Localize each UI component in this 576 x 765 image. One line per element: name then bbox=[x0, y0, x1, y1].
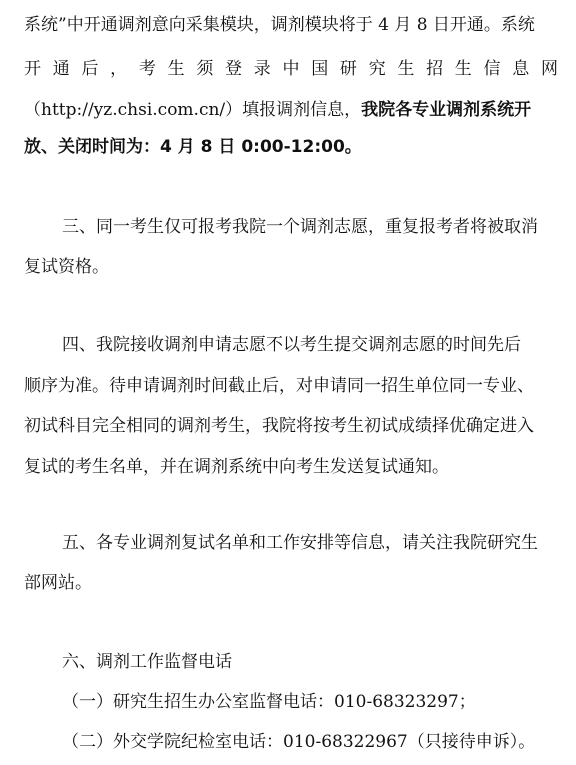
justified-char: ， bbox=[110, 59, 128, 79]
justified-char: 生 bbox=[454, 59, 472, 79]
text-line bbox=[24, 99, 558, 121]
paragraph-4-line-4: 复试的考生名单，并在调剂系统中向考生发送复试通知。 bbox=[24, 457, 449, 477]
paragraph-4-line-2: 顺序为准。待申请调剂时间截止后，对申请同一招生单位同一专业、 bbox=[24, 376, 534, 396]
justified-char: 研 bbox=[339, 59, 357, 79]
paragraph-3-line-2: 复试资格。 bbox=[24, 257, 109, 277]
text-line-justified bbox=[24, 58, 558, 80]
justified-char: 开 bbox=[24, 59, 41, 79]
justified-char: 生 bbox=[397, 59, 415, 79]
justified-char: 通 bbox=[52, 59, 70, 79]
justified-char: 究 bbox=[368, 59, 386, 79]
phone-item-1: （一）研究生招生办公室监督电话：010-68323297； bbox=[62, 692, 476, 712]
section-heading: 六、调剂工作监督电话 bbox=[62, 652, 232, 672]
justified-char: 生 bbox=[167, 59, 185, 79]
justified-char: 中 bbox=[282, 59, 300, 79]
justified-char: 后 bbox=[81, 59, 99, 79]
justified-char: 登 bbox=[225, 59, 243, 79]
justified-char: 须 bbox=[196, 59, 214, 79]
phone-item-2: （二）外交学院纪检室电话：010-68322967（只接待申诉）。 bbox=[62, 732, 536, 752]
justified-char: 国 bbox=[311, 59, 329, 79]
justified-char: 网 bbox=[540, 59, 558, 79]
paragraph-3-line-1: 三、同一考生仅可报考我院一个调剂志愿，重复报考者将被取消 bbox=[62, 217, 538, 237]
justified-char: 息 bbox=[512, 59, 530, 79]
url-text: （http://yz.chsi.com.cn/）填报调剂信息， bbox=[24, 100, 362, 120]
paragraph-5-line-2: 部网站。 bbox=[24, 573, 92, 593]
paragraph-4-line-3: 初试科目完全相同的调剂考生，我院将按考生初试成绩择优确定进入 bbox=[24, 416, 534, 436]
justified-char: 招 bbox=[426, 59, 444, 79]
paragraph-5-line-1: 五、各专业调剂复试名单和工作安排等信息，请关注我院研究生 bbox=[62, 533, 538, 553]
bold-notice-text: 放、关闭时间为：4 月 8 日 0:00-12:00。 bbox=[24, 137, 362, 157]
justified-char: 考 bbox=[138, 59, 156, 79]
text-line: 系统”中开通调剂意向采集模块，调剂模块将于 4 月 8 日开通。系统 bbox=[24, 15, 535, 35]
justified-char: 信 bbox=[483, 59, 501, 79]
paragraph-4-line-1: 四、我院接收调剂申请志愿不以考生提交调剂志愿的时间先后 bbox=[62, 335, 521, 355]
justified-char: 录 bbox=[253, 59, 271, 79]
bold-notice-text: 我院各专业调剂系统开 bbox=[361, 100, 532, 120]
